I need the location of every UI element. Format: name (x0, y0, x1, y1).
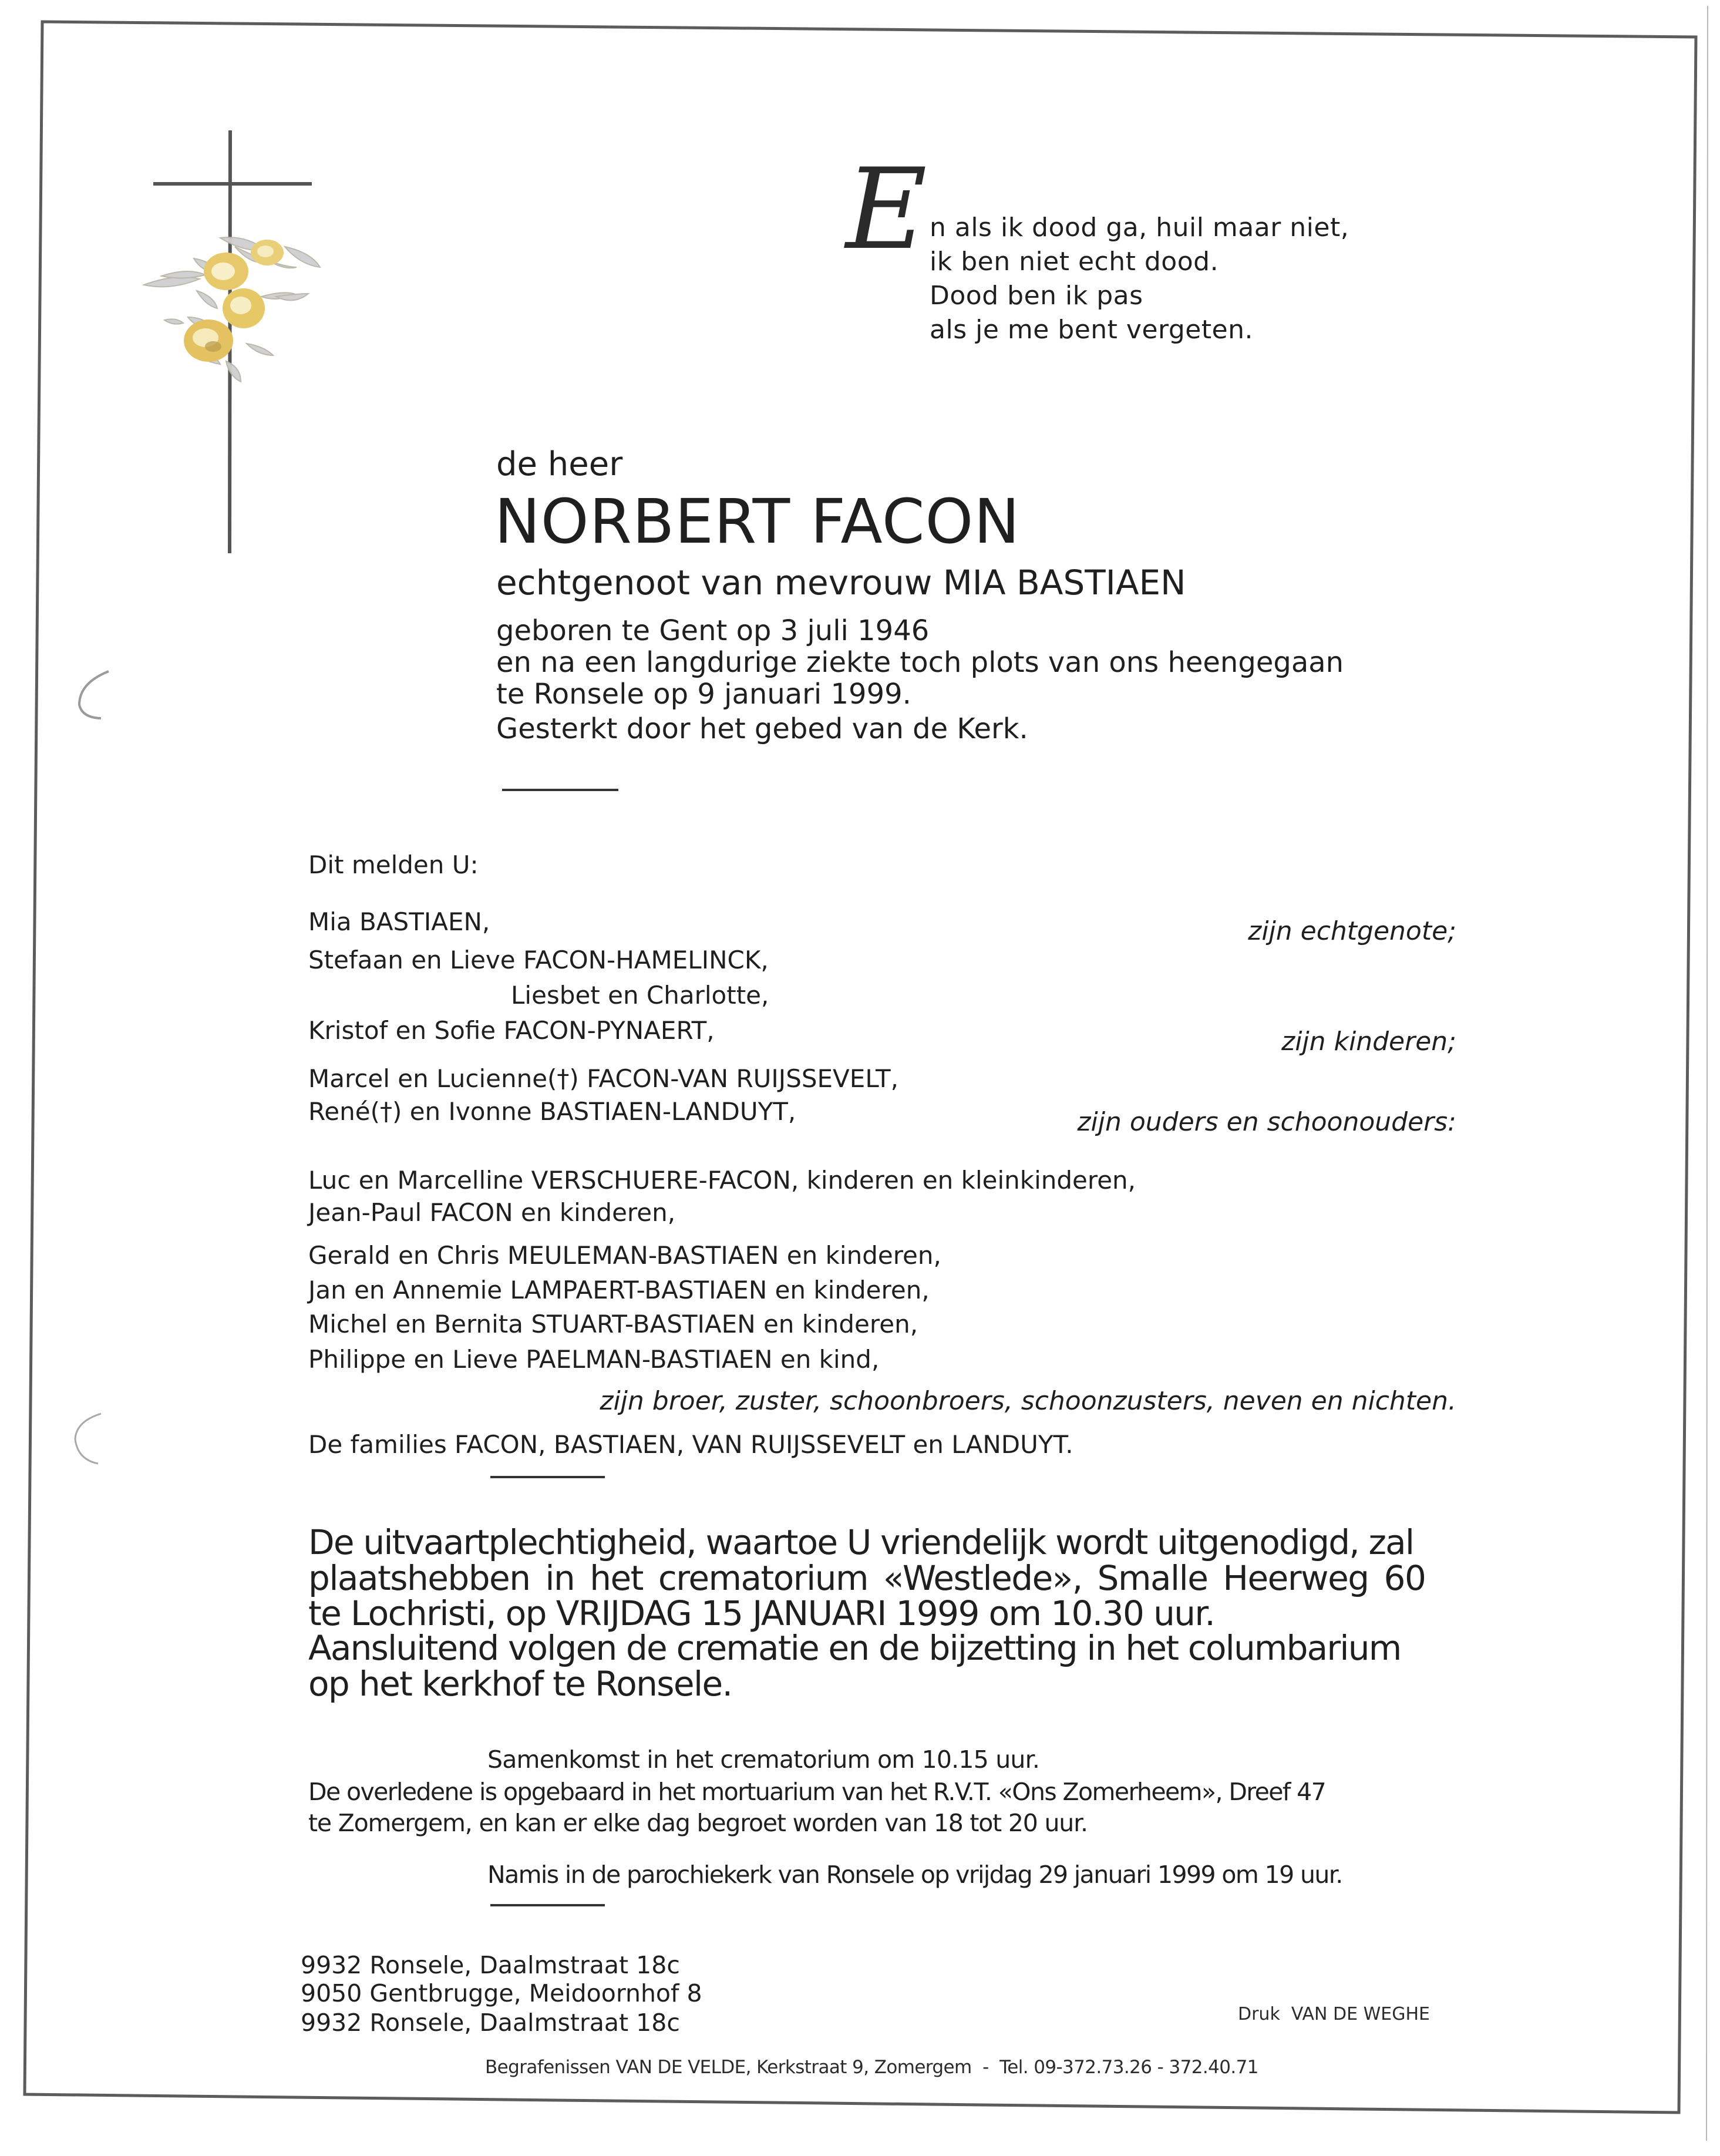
separator (490, 1476, 605, 1478)
rose-flowers (184, 240, 284, 362)
separator (502, 789, 618, 791)
relation-label: zijn ouders en schoonouders: (1077, 1107, 1456, 1137)
family-line: Stefaan en Lieve FACON-HAMELINCK, (308, 946, 769, 974)
family-line: René(†) en Ivonne BASTIAEN-LANDUYT, (308, 1097, 796, 1126)
announcement-intro: Dit melden U: (308, 850, 479, 879)
funeral-line: te Lochristi, op VRIJDAG 15 JANUARI 1999 om 10.30 uur. (308, 1593, 1215, 1633)
bio-line: en na een langdurige ziekte toch plots van ons heengegaan (496, 646, 1344, 679)
deceased-name: NORBERT FACON (494, 486, 1021, 557)
address-line: 9932 Ronsele, Daalmstraat 18c (301, 2009, 680, 2037)
address-line: 9050 Gentbrugge, Meidoornhof 8 (301, 1979, 702, 2007)
family-line: Michel en Bernita STUART-BASTIAEN en kinderen, (308, 1310, 918, 1338)
viewing-line: De overledene is opgebaard in het mortuarium van het R.V.T. «Ons Zomerheem», Dreef 47 (308, 1778, 1326, 1806)
poem-line: ik ben niet echt dood. (930, 247, 1219, 277)
poem-initial: E (846, 144, 927, 274)
printer-credit: Druk VAN DE WEGHE (1238, 2004, 1430, 2024)
relation-label: zijn echtgenote; (1248, 916, 1456, 946)
family-line: Gerald en Chris MEULEMAN-BASTIAEN en kinderen, (308, 1241, 941, 1270)
family-line: Kristof en Sofie FACON-PYNAERT, (308, 1016, 715, 1045)
family-line: Philippe en Lieve PAELMAN-BASTIAEN en kind, (308, 1345, 880, 1374)
family-line: Liesbet en Charlotte, (511, 981, 769, 1010)
family-line: Marcel en Lucienne(†) FACON-VAN RUIJSSEVELT, (308, 1064, 898, 1093)
undertaker-credit: Begrafenissen VAN DE VELDE, Kerkstraat 9, Zomergem - Tel. 09-372.73.26 - 372.40.71 (485, 2057, 1258, 2078)
funeral-line: Aansluitend volgen de crematie en de bijzetting in het columbarium (308, 1628, 1401, 1668)
poem-line: als je me bent vergeten. (930, 315, 1254, 345)
relation-label: zijn broer, zuster, schoonbroers, schoonzusters, neven en nichten. (600, 1386, 1456, 1416)
families-line: De families FACON, BASTIAEN, VAN RUIJSSEVELT en LANDUYT. (308, 1430, 1073, 1459)
address-line: 9932 Ronsele, Daalmstraat 18c (301, 1951, 680, 1979)
relation-label: zijn kinderen; (1281, 1027, 1456, 1057)
family-line: Luc en Marcelline VERSCHUERE-FACON, kinderen en kleinkinderen, (308, 1166, 1136, 1195)
memorial-mass-line: Namis in de parochiekerk van Ronsele op vrijdag 29 januari 1999 om 19 uur. (487, 1861, 1342, 1889)
gathering-line: Samenkomst in het crematorium om 10.15 uur. (487, 1745, 1040, 1774)
funeral-line: plaatshebben in het crematorium «Westlede», Smalle Heerweg 60 (308, 1558, 1426, 1598)
family-line: Mia BASTIAEN, (308, 907, 490, 936)
spouse-line: echtgenoot van mevrouw MIA BASTIAEN (496, 563, 1186, 603)
separator (490, 1904, 605, 1906)
salutation: de heer (496, 445, 623, 483)
faith-line: Gesterkt door het gebed van de Kerk. (496, 712, 1028, 745)
family-line: Jean-Paul FACON en kinderen, (308, 1198, 676, 1227)
poem-line: n als ik dood ga, huil maar niet, (930, 213, 1349, 243)
bio-line: te Ronsele op 9 januari 1999. (496, 678, 911, 711)
bio-line: geboren te Gent op 3 juli 1946 (496, 614, 930, 647)
funeral-line: De uitvaartplechtigheid, waartoe U vriendelijk wordt uitgenodigd, zal (308, 1522, 1414, 1562)
family-line: Jan en Annemie LAMPAERT-BASTIAEN en kinderen, (308, 1276, 930, 1304)
viewing-line: te Zomergem, en kan er elke dag begroet worden van 18 tot 20 uur. (308, 1809, 1088, 1837)
funeral-line: op het kerkhof te Ronsele. (308, 1664, 732, 1704)
poem-line: Dood ben ik pas (930, 281, 1143, 311)
